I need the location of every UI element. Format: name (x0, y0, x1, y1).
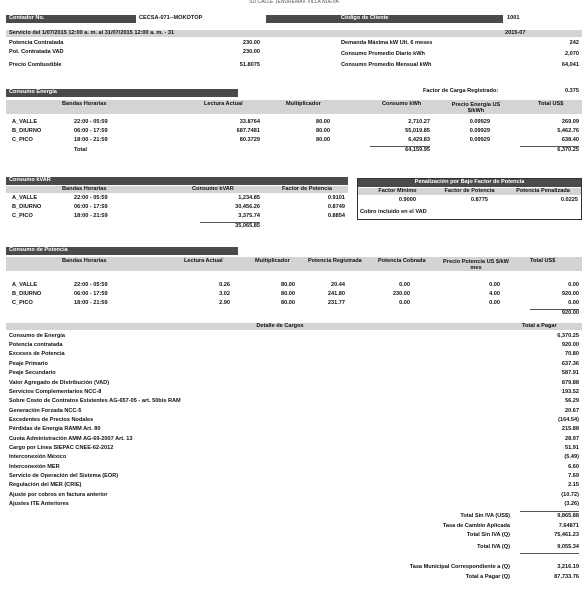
top-header-text: SU CALLE 1ENUREMAX VILLA NUEVA (249, 0, 339, 5)
cargos-title: Detalle de Cargos (256, 323, 304, 329)
contador-value: CECSA-071--MOKOTOP (139, 15, 203, 21)
kvar-total: 35,065.85 (235, 223, 260, 229)
kvar-title-bar (6, 177, 348, 185)
energia-col-precio: Precio Energía US $/kWh (451, 102, 501, 115)
energia-col-mult: Multiplicador (286, 101, 321, 107)
cliente-value: 1001 (507, 15, 520, 21)
potencia-col-lectura: Lectura Actual (184, 258, 223, 264)
contador-bar (6, 15, 582, 23)
factor-carga-value: 0.375 (565, 88, 579, 94)
penal-col-factor: Factor de Potencia (444, 188, 495, 194)
potencia-col-bandas: Bandas Horarias (62, 258, 107, 264)
servicio-label: Servicio del 1/07/2015 12:00 a. m. al 31/07/2015 12:00 a. m. - 31 (9, 30, 175, 36)
servicio-value: 2015-07 (505, 30, 526, 36)
potencia-col-total: Total US$ (530, 258, 556, 264)
potencia-col-cobrada: Potencia Cobrada (378, 258, 426, 264)
kvar-col-factor: Factor de Potencia (282, 186, 333, 192)
penal-value-factor: 0.8775 (470, 197, 488, 203)
penal-title: Penalización por Bajo Factor de Potencia (414, 179, 525, 185)
penal-col-minimo: Factor Mínimo (378, 188, 417, 194)
factor-carga-label: Factor de Carga Registrado: (423, 88, 499, 94)
energia-col-bandas: Bandas Horarias (62, 101, 107, 107)
kvar-col-consumo: Consumo kVAR (192, 186, 234, 192)
penal-value-minimo: 0.9000 (398, 197, 416, 203)
potencia-col-precio: Precio Potencia US $/kW mes (443, 259, 509, 272)
contador-label: Contador No. (9, 15, 45, 21)
penal-col-potencia: Potencia Penalizada (516, 188, 570, 194)
potencia-col-registrada: Potencia Registrada (308, 258, 362, 264)
cliente-label: Código de Cliente (341, 15, 389, 21)
energia-col-total: Total US$ (538, 101, 564, 107)
cargos-title-right: Total a Pagar (522, 323, 557, 329)
potencia-title: Consumo de Potencia (9, 247, 68, 253)
penal-value-potencia: 0.0225 (560, 197, 578, 203)
potencia-col-mult: Multiplicador (255, 258, 290, 264)
energia-col-consumo: Consumo kWh (382, 101, 422, 107)
potencia-total: 920.00 (561, 310, 579, 316)
kvar-col-bandas: Bandas Horarias (62, 186, 107, 192)
energia-title: Consumo Energía (9, 89, 57, 95)
energia-col-lectura: Lectura Actual (204, 101, 243, 107)
penal-note: Cobro incluido en el VAD (360, 209, 427, 215)
kvar-title: Consumo kVAR (9, 177, 51, 183)
